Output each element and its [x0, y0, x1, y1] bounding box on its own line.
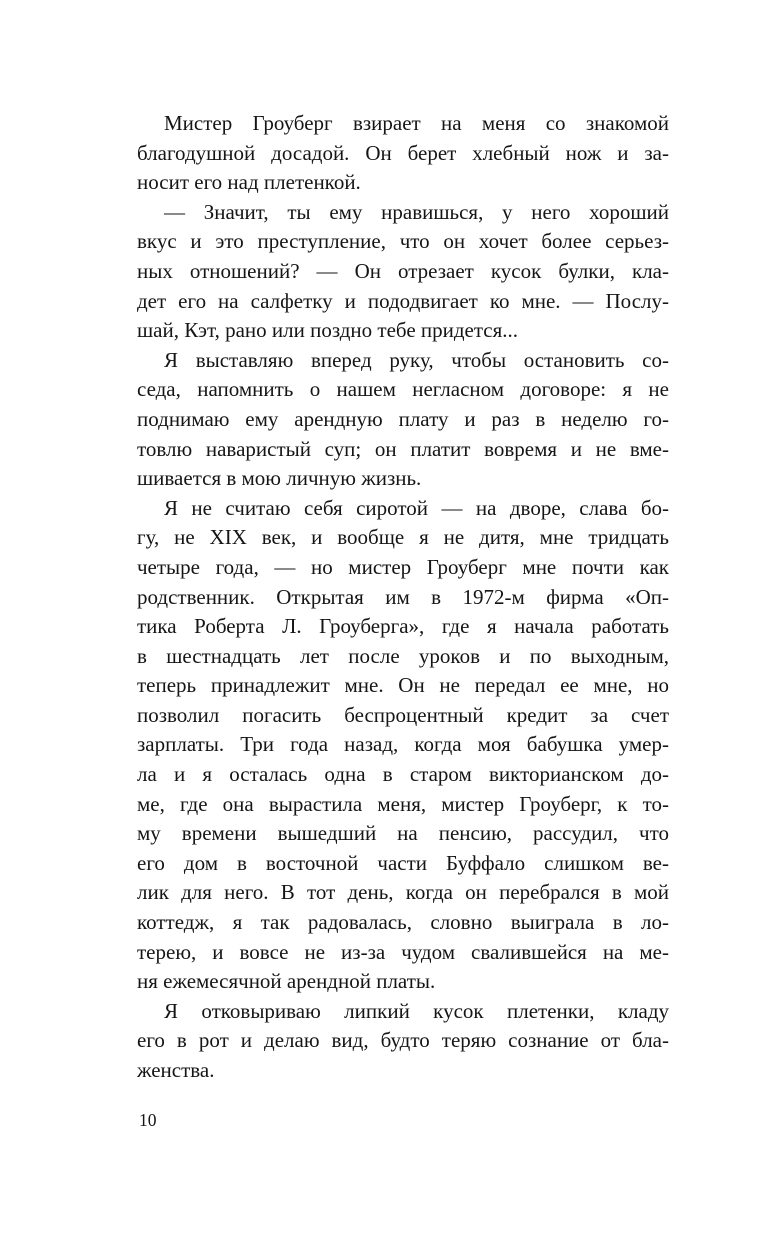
text-line: терею, и вовсе не из-за чудом свалившейся на ме- [137, 939, 669, 964]
text-line: тика Роберта Л. Гроуберга», где я начала работать [137, 614, 669, 639]
text-line: Я не считаю себя сиротой — на дворе, слава бо- [164, 495, 669, 520]
text-line: его дом в восточной части Буффало слишком ве- [137, 850, 669, 875]
page-number: 10 [139, 1110, 157, 1130]
text-line: его в рот и делаю вид, будто теряю сознание от бла- [137, 1028, 669, 1053]
text-line: теперь принадлежит мне. Он не передал ее мне, но [137, 673, 669, 698]
page-text-block [137, 109, 669, 1086]
paragraph [137, 109, 669, 198]
text-line: дет его на салфетку и пододвигает ко мне. — Послу- [137, 288, 669, 313]
text-line: вкус и это преступление, что он хочет более серьез- [137, 229, 669, 254]
text-line: ме, где она вырастила меня, мистер Гроуберг, к то- [137, 791, 669, 816]
text-line: ных отношений? — Он отрезает кусок булки, кла- [137, 258, 669, 283]
text-line: Я отковыриваю липкий кусок плетенки, кладу [164, 998, 669, 1023]
text-line: ла и я осталась одна в старом викторианском до- [137, 762, 669, 787]
text-line: родственник. Открытая им в 1972-м фирма «Оп- [137, 584, 669, 609]
text-line: седа, напомнить о нашем негласном договоре: я не [137, 377, 669, 402]
text-line: позволил погасить беспроцентный кредит за счет [137, 702, 669, 727]
text-line: зарплаты. Три года назад, когда моя бабушка умер- [137, 732, 669, 757]
text-line: гу, не XIX век, и вообще я не дитя, мне тридцать [137, 525, 669, 550]
text-line: — Значит, ты ему нравишься, у него хороший [164, 199, 669, 224]
text-line: му времени вышедший на пенсию, рассудил, что [137, 821, 669, 846]
text-line: шивается в мою личную жизнь. [137, 466, 422, 491]
text-line: коттедж, я так радовалась, словно выиграла в ло- [137, 910, 669, 935]
paragraph [137, 997, 669, 1086]
text-line: четыре года, — но мистер Гроуберг мне почти как [137, 554, 669, 579]
text-line: Я выставляю вперед руку, чтобы остановить со- [164, 347, 669, 372]
paragraph [137, 346, 669, 494]
text-line: ня ежемесячной арендной платы. [137, 969, 436, 994]
text-line: женства. [137, 1058, 215, 1082]
paragraph [137, 198, 669, 346]
text-line: Мистер Гроуберг взирает на меня со знакомой [164, 111, 669, 135]
text-line: поднимаю ему арендную плату и раз в неделю го- [137, 406, 669, 431]
text-line: в шестнадцать лет после уроков и по выходным, [137, 643, 669, 668]
text-line: носит его над плетенкой. [137, 170, 361, 195]
text-line: шай, Кэт, рано или поздно тебе придется... [137, 318, 519, 343]
paragraph [137, 494, 669, 997]
text-line: товлю наваристый суп; он платит вовремя и не вме- [137, 436, 669, 461]
text-line: лик для него. В тот день, когда он перебрался в мой [137, 880, 669, 905]
text-line: благодушной досадой. Он берет хлебный нож и за- [137, 140, 669, 165]
